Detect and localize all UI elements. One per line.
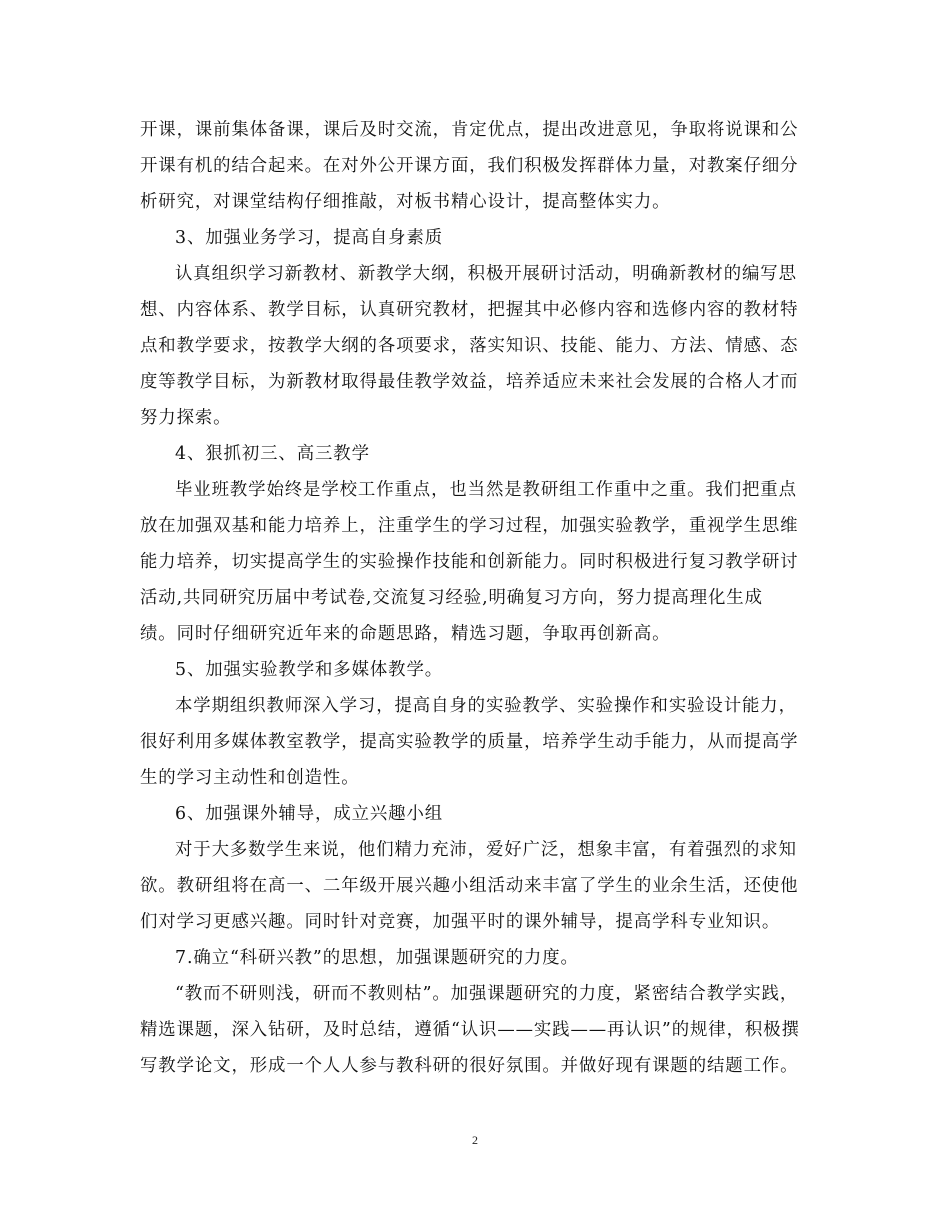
text-line: 努力探索。: [140, 408, 232, 428]
text-line: 精选课题，深入钻研，及时总结，遵循“认识——实践——再认识”的规律，积极撰: [140, 1020, 800, 1040]
text-line: 生的学习主动性和创造性。: [140, 768, 360, 788]
text-line: 很好利用多媒体教室教学，提高实验教学的质量，培养学生动手能力，从而提高学: [140, 732, 799, 752]
paragraph-first-line: “教而不研则浅，研而不教则枯”。加强课题研究的力度，紧密结合教学实践，: [175, 984, 799, 1004]
text-line: 开课，课前集体备课，课后及时交流，肯定优点，提出改进意见，争取将说课和公: [140, 120, 799, 140]
text-line: 析研究，对课堂结构仔细推敲，对板书精心设计，提高整体实力。: [140, 192, 671, 212]
text-line: 开课有机的结合起来。在对外公开课方面，我们积极发挥群体力量，对教案仔细分: [140, 156, 799, 176]
text-line: 能力培养，切实提高学生的实验操作技能和创新能力。同时积极进行复习教学研讨: [140, 552, 799, 572]
section-heading-3: 3、加强业务学习，提高自身素质: [175, 228, 444, 248]
paragraph-first-line: 毕业班教学始终是学校工作重点，也当然是教研组工作重中之重。我们把重点: [175, 480, 797, 500]
section-heading-7: 7.确立“科研兴教”的思想，加强课题研究的力度。: [175, 948, 579, 968]
text-line: 度等教学目标，为新教材取得最佳教学效益，培养适应未来社会发展的合格人才而: [140, 372, 799, 392]
paragraph-first-line: 对于大多数学生来说，他们精力充沛，爱好广泛，想象丰富，有着强烈的求知: [175, 840, 797, 860]
text-line: 放在加强双基和能力培养上，注重学生的学习过程，加强实验教学，重视学生思维: [140, 516, 799, 536]
text-line: 写教学论文，形成一个人人参与教科研的很好氛围。并做好现有课题的结题工作。: [140, 1056, 799, 1076]
section-heading-5: 5、加强实验教学和多媒体教学。: [175, 660, 444, 680]
text-line: 点和教学要求，按教学大纲的各项要求，落实知识、技能、能力、方法、情感、态: [140, 336, 799, 356]
text-line: 绩。同时仔细研究近年来的命题思路，精选习题，争取再创新高。: [140, 624, 671, 644]
text-line: 们对学习更感兴趣。同时针对竞赛，加强平时的课外辅导，提高学科专业知识。: [140, 912, 781, 932]
paragraph-first-line: 本学期组织教师深入学习，提高自身的实验教学、实验操作和实验设计能力，: [175, 696, 797, 716]
text-line: 想、内容体系、教学目标，认真研究教材，把握其中必修内容和选修内容的教材特: [140, 300, 799, 320]
page-number: 2: [472, 1133, 478, 1147]
text-line: 欲。教研组将在高一、二年级开展兴趣小组活动来丰富了学生的业余生活，还使他: [140, 876, 799, 896]
section-heading-4: 4、狠抓初三、高三教学: [175, 444, 370, 464]
text-line: 活动,共同研究历届中考试卷,交流复习经验,明确复习方向，努力提高理化生成: [140, 588, 763, 608]
document-body: [140, 112, 812, 1084]
paragraph-first-line: 认真组织学习新教材、新教学大纲，积极开展研讨活动，明确新教材的编写思: [175, 264, 797, 284]
section-heading-6: 6、加强课外辅导，成立兴趣小组: [175, 804, 444, 824]
